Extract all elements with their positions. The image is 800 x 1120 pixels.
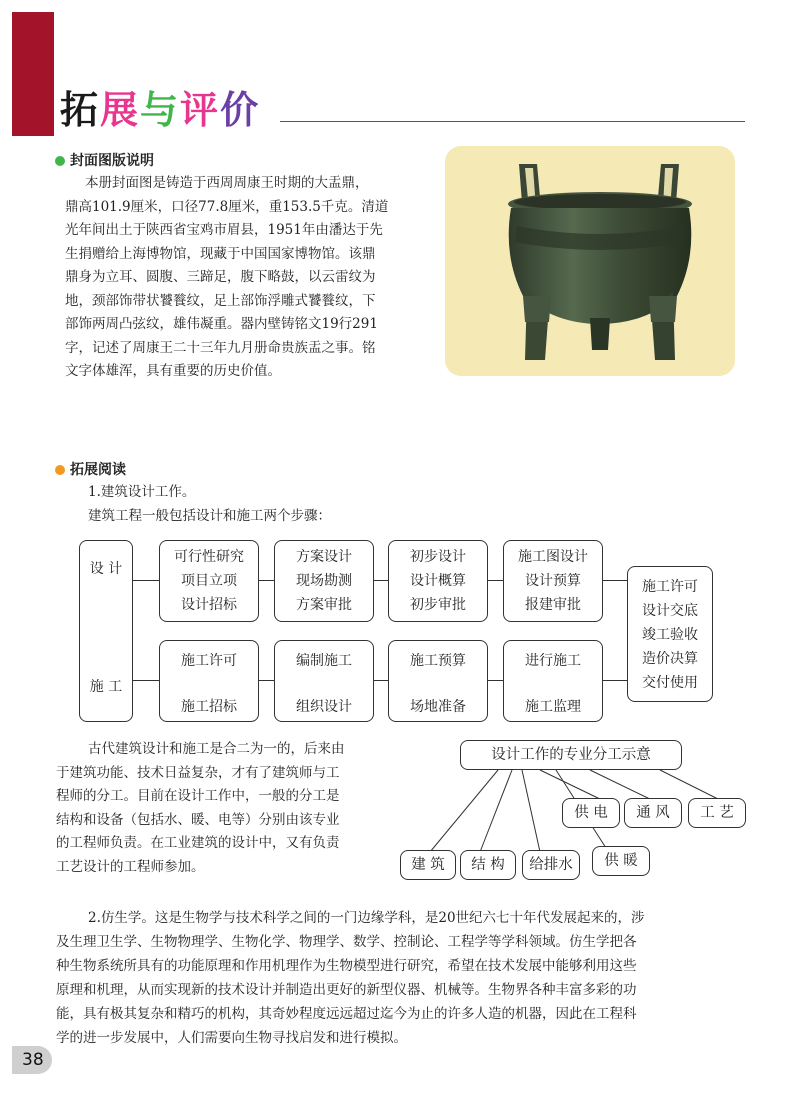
- flow-connector: [603, 680, 627, 681]
- title-char: 拓: [60, 88, 101, 132]
- division-root-box: 设计工作的专业分工示意: [460, 740, 682, 770]
- title-char: 与: [140, 88, 181, 132]
- division-node: 供 暖: [592, 846, 650, 876]
- title-char: 评: [180, 88, 221, 132]
- division-node: 结 构: [460, 850, 516, 880]
- division-node: 给排水: [522, 850, 580, 880]
- flow-connector: [259, 680, 274, 681]
- flow-connector: [374, 680, 388, 681]
- division-paragraph: [56, 738, 396, 879]
- title-char: 展: [100, 88, 141, 132]
- final-step-box: 施工许可 设计交底 竣工验收 造价决算 交付使用: [627, 566, 713, 702]
- text-line: 于建筑功能、技术日益复杂，才有了建筑师与工: [56, 764, 340, 781]
- text-line: 鼎高101.9厘米，口径77.8厘米，重153.5千克。清道: [65, 198, 389, 215]
- text-line: 生捐赠给上海博物馆，现藏于中国国家博物馆。该鼎: [65, 245, 376, 262]
- text-line: 2.仿生学。这是生物学与技术科学之间的一门边缘学科，是20世纪六七十年代发展起来的，涉: [88, 910, 645, 926]
- flow-connector: [374, 580, 388, 581]
- text-line: 的工程师负责。在工业建筑的设计中，又有负责: [56, 835, 340, 851]
- bullet-dot-icon: [55, 156, 65, 166]
- title-char: 价: [220, 88, 261, 132]
- text-line: 本册封面图是铸造于西周周康王时期的大盂鼎，: [85, 175, 369, 191]
- text-line: 种生物系统所具有的功能原理和作用机理作为生物模型进行研究，希望在技术发展中能够利用这些: [56, 958, 637, 974]
- bullet-dot-icon: [55, 465, 65, 475]
- cover-image-panel: [445, 146, 735, 376]
- design-label: 设 计: [89, 561, 123, 577]
- text-line: 文字体雄浑，具有重要的历史价值。: [65, 363, 281, 379]
- item1-intro: 建筑工程一般包括设计和施工两个步骤：: [88, 508, 331, 524]
- page-number: 38: [22, 1050, 44, 1070]
- text-line: 学的进一步发展中，人们需要向生物寻找启发和进行模拟。: [56, 1030, 407, 1046]
- text-line: 程师的分工。目前在设计工作中，一般的分工是: [56, 788, 340, 804]
- text-line: 工艺设计的工程师参加。: [56, 858, 205, 875]
- construction-step-box: 施工许可 施工招标: [159, 640, 259, 722]
- text-line: 原理和机理，从而实现新的技术设计并制造出更好的新型仪器、机械等。生物界各种丰富多彩的功: [56, 982, 637, 998]
- title-color-bar: [12, 12, 54, 136]
- design-step-box: 初步设计 设计概算 初步审批: [388, 540, 488, 622]
- construction-label: 施 工: [89, 679, 123, 695]
- item1-title: 1.建筑设计工作。: [88, 484, 196, 500]
- construction-step-box: 编制施工 组织设计: [274, 640, 374, 722]
- page-title: [60, 88, 260, 132]
- text-line: 部饰两周凸弦纹，雄伟凝重。器内壁铸铭文19行291: [65, 316, 378, 332]
- division-node: 建 筑: [400, 850, 456, 880]
- flow-connector: [488, 680, 503, 681]
- design-step-box: 施工图设计 设计预算 报建审批: [503, 540, 603, 622]
- text-line: 光年间出土于陕西省宝鸡市眉县，1951年由潘达于先: [65, 222, 383, 238]
- text-line: 地，颈部饰带状饕餮纹，足上部饰浮雕式饕餮纹，下: [65, 292, 376, 309]
- division-node: 供 电: [562, 798, 620, 828]
- text-line: 鼎身为立耳、圆腹、三蹄足，腹下略鼓，以云雷纹为: [65, 269, 376, 285]
- bronze-ding-image: [445, 146, 735, 376]
- reading-section-heading: 拓展阅读: [55, 459, 126, 479]
- construction-step-box: 施工预算 场地准备: [388, 640, 488, 722]
- text-line: 能，具有极其复杂和精巧的机构，其奇妙程度远远超过迄今为止的许多人造的机器，因此在工程科: [56, 1006, 637, 1022]
- flow-connector: [488, 580, 503, 581]
- construction-step-box: 进行施工 施工监理: [503, 640, 603, 722]
- text-line: 字，记述了周康王二十三年九月册命贵族盂之事。铭: [65, 339, 376, 356]
- text-line: 及生理卫生学、生物物理学、生物化学、物理学、数学、控制论、工程学等学科领域。仿生学把各: [56, 934, 637, 950]
- design-step-box: 可行性研究 项目立项 设计招标: [159, 540, 259, 622]
- flow-connector: [133, 680, 159, 681]
- text-line: 结构和设备（包括水、暖、电等）分别由该专业: [56, 811, 340, 828]
- division-node: 工 艺: [688, 798, 746, 828]
- flow-connector: [603, 580, 627, 581]
- flow-connector: [259, 580, 274, 581]
- cover-description: [65, 172, 435, 384]
- division-node: 通 风: [624, 798, 682, 828]
- text-line: 古代建筑设计和施工是合二为一的，后来由: [88, 741, 345, 757]
- cover-section-heading: 封面图版说明: [55, 150, 154, 170]
- item2-paragraph: [56, 906, 756, 1050]
- title-rule: [280, 121, 745, 122]
- flow-connector: [133, 580, 159, 581]
- design-step-box: 方案设计 现场勘测 方案审批: [274, 540, 374, 622]
